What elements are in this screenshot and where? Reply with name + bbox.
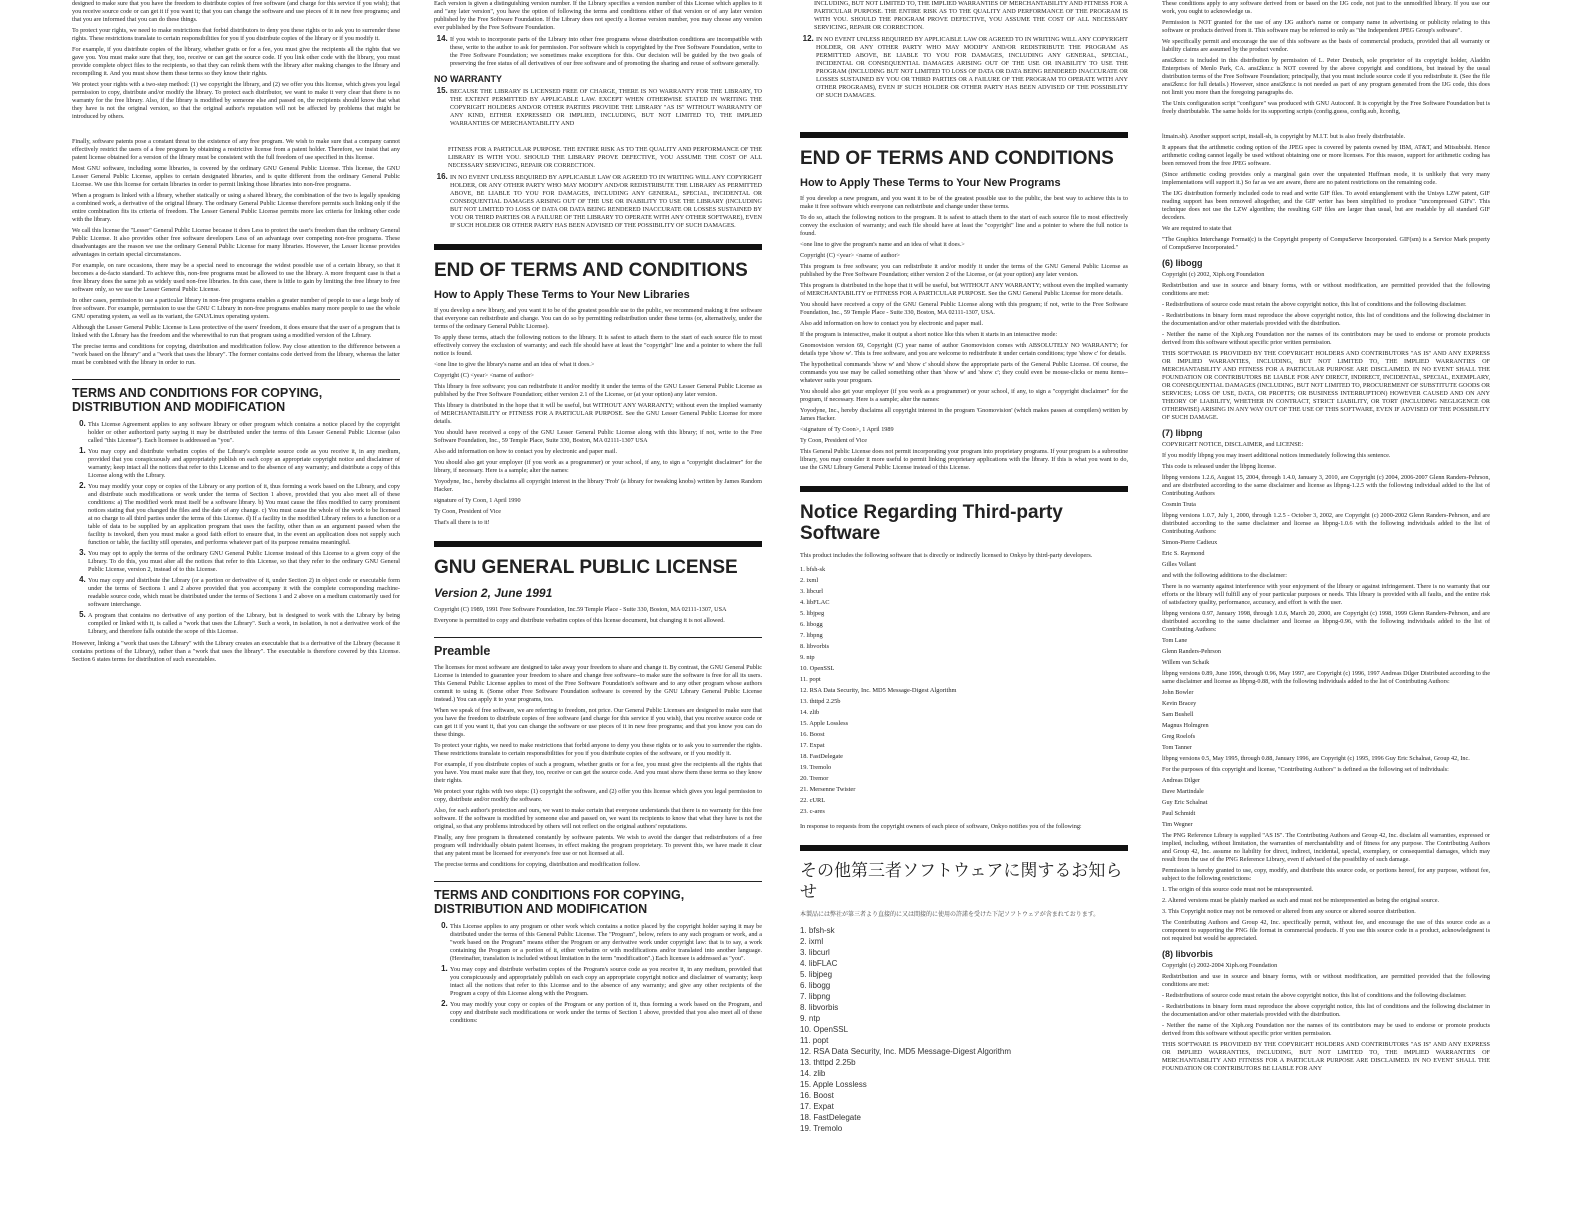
paragraph: Tom Lane: [1162, 637, 1188, 644]
paragraph: We protect your rights with two steps: (1) copyright the software, and (2) offer you this license which gives you legal permission to copy, distribute and/or modify the software.: [434, 788, 762, 803]
gpl-version: Version 2, June 1991: [434, 586, 553, 600]
paragraph: You should also get your employer (if you work as a programmer) or your school, if any, to sign a "copyright disclaimer" for the library, if necessary. Here is a sample; alter the names:: [434, 459, 762, 474]
spacer: [800, 104, 1128, 118]
paragraph: - Redistributions in binary form must reproduce the above copyright notice, this list of conditions and the following disclaimer in the documentation and/or other materials provided with the distribution.: [1162, 312, 1490, 327]
spacer: [72, 124, 400, 138]
paragraph: To do so, attach the following notices to the program. It is safest to attach them to the start of each source file to most effectively convey the exclusion of warranty; and each file should have at least the "copyright" line and a pointer to where the full notice is found.: [800, 214, 1128, 237]
paragraph: To protect your rights, we need to make restrictions that forbid anyone to deny you these rights or to ask you to surrender the rights. These restrictions translate to certain responsibilities for you if you distribute copies of the software, or if you modify it.: [434, 742, 762, 757]
software-item: 6. libogg: [800, 981, 831, 990]
paragraph: Tim Wegner: [1162, 821, 1193, 828]
paragraph: ansi2knr.c is included in this distribution by permission of L. Peter Deutsch, sole proprietor of its copyright holder, Aladdin Enterprises of Menlo Park, CA. ansi2knr.c is NOT covered by the above copyright and conditions, but instead by the usual distribution terms of the Free Software Foundation; principally, that you must include source code if you redistribute it. (See the file ansi2knr.c for full details.) However, since ansi2knr.c is not needed as part of any program generated from the IJG code, this does not limit you more than the foregoing paragraphs do.: [1162, 57, 1490, 96]
paragraph: THIS SOFTWARE IS PROVIDED BY THE COPYRIGHT HOLDERS AND CONTRIBUTORS "AS IS" AND ANY EXPRESS OR IMPLIED WARRANTIES, INCLUDING, BUT NOT LIMITED TO, THE IMPLIED WARRANTIES OF MERCHANTABILITY AND FITNESS FOR A PARTICULAR PURPOSE ARE DISCLAIMED. IN NO EVENT SHALL THE FOUNDATION OR CONTRIBUTORS BE LIABLE FOR ANY DIRECT, INDIRECT, INCIDENTAL, SPECIAL, EXEMPLARY, OR CONSEQUENTIAL DAMAGES (INCLUDING, BUT NOT LIMITED TO, PROCUREMENT OF SUBSTITUTE GOODS OR SERVICES; LOSS OF USE, DATA, OR PROFITS; OR BUSINESS INTERRUPTION) HOWEVER CAUSED AND ON ANY THEORY OF LIABILITY, WHETHER IN CONTRACT, STRICT LIABILITY, OR TORT (INCLUDING NEGLIGENCE OR OTHERWISE) ARISING IN ANY WAY OUT OF THE USE OF THIS SOFTWARE, EVEN IF ADVISED OF THE POSSIBILITY OF SUCH DAMAGE.: [1162, 350, 1490, 421]
paragraph: - Redistributions in binary form must reproduce the above copyright notice, this list of conditions and the following disclaimer in the documentation and/or other materials provided with the distribution.: [1162, 1003, 1490, 1018]
paragraph: You should have received a copy of the GNU General Public License along with this program; if not, write to the Free Software Foundation, Inc., 59 Temple Place - Suite 330, Boston, MA 02111-1307, USA.: [800, 301, 1128, 316]
paragraph: The precise terms and conditions for copying, distribution and modification follow.: [434, 861, 641, 868]
paragraph: - Neither the name of the Xiph.org Foundation nor the names of its contributors may be used to endorse or promote products derived from this software without specific prior written permission.: [1162, 331, 1490, 346]
software-item: 17. Expat: [800, 1102, 834, 1111]
term-item: 0. This License applies to any program or other work which contains a notice placed by the copyright holder saying it may be distributed under the terms of this General Public License. The "Program", below, refers to any such program or work, and a "work based on the Program" means either the Program or any derivative work under copyright law: that is to say, a work containing the Program or a portion of it, either verbatim or with modifications and/or translated into another language. (Hereinafter, translation is included without limitation in the term "modification".) Each licensee is addressed as "you".: [450, 922, 762, 963]
software-item: 5. libjpeg: [800, 610, 825, 617]
software-item: 4. libFLAC: [800, 599, 830, 606]
paragraph: Also add information on how to contact you by electronic and paper mail.: [434, 448, 617, 455]
apply-programs-text: [800, 195, 1128, 472]
term-item: 2. You may modify your copy or copies of the Program or any portion of it, thus forming a work based on the Program, and copy and distribute such modifications or work under the terms of Section 1 above, provided that you also meet all of these conditions:: [450, 1000, 762, 1025]
term-item: 5. A program that contains no derivative of any portion of the Library, but is designed to work with the Library by being compiled or linked with it, is called a "work that uses the Library". Such a work, in isolation, is not a derivative work of the Library, and therefore falls outside the scope of this License.: [88, 611, 400, 636]
term-item: 3. You may opt to apply the terms of the ordinary GNU General Public License instead of this License to a given copy of the Library. To do this, you must alter all the notices that refer to this License, so that they refer to the ordinary GNU General Public License, version 2, instead of to this License.: [88, 549, 400, 574]
apply-libraries-text: [434, 307, 762, 527]
preamble-heading: Preamble: [434, 637, 762, 658]
paragraph: Sam Bushell: [1162, 711, 1194, 718]
software-item: 6. libogg: [800, 621, 823, 628]
paragraph: Copyright (C) <year> <name of author>: [434, 372, 535, 379]
paragraph: For example, on rare occasions, there may be a special need to encourage the widest possible use of a certain library, so that it becomes a de-facto standard. To achieve this, non-free programs must be allowed to use the library. A more frequent case is that a free library does the same job as widely used non-free libraries. In this case, there is little to gain by limiting the free library to free software only, so we use the Lesser General Public License.: [72, 262, 400, 293]
paragraph: Eric S. Raymond: [1162, 550, 1205, 557]
paragraph: You should have received a copy of the GNU Lesser General Public License along with this library; if not, write to the Free Software Foundation, Inc., 59 Temple Place, Suite 330, Boston, MA 02111-1307 USA: [434, 429, 762, 444]
gpl-terms-list: [434, 922, 762, 1025]
paragraph: Tom Tanner: [1162, 744, 1192, 751]
col3-top: INCLUDING, BUT NOT LIMITED TO, THE IMPLIED WARRANTIES OF MERCHANTABILITY AND FITNESS FOR A PARTICULAR PURPOSE. THE ENTIRE RISK AS TO THE QUALITY AND PERFORMANCE OF THE PROGRAM IS WITH YOU. SHOULD THE PROGRAM PROVE DEFECTIVE, YOU ASSUME THE COST OF ALL NECESSARY SERVICING, REPAIR OR CORRECTION.: [814, 0, 1128, 31]
paragraph: Andreas Dilger: [1162, 777, 1200, 784]
paragraph: This program is free software; you can redistribute it and/or modify it under the terms of the GNU General Public License as published by the Free Software Foundation; either version 2 of the License, or (at your option) any later version.: [800, 263, 1128, 278]
software-item: 15. Apple Lossless: [800, 720, 849, 727]
term-item: 1. You may copy and distribute verbatim copies of the Library's complete source code as you receive it, in any medium, provided that you conspicuously and appropriately publish on each copy an appropriate copyright notice and disclaimer of warranty; keep intact all the notices that refer to this License and to the absence of any warranty; and distribute a copy of this License along with the Library.: [88, 447, 400, 480]
paragraph: and with the following additions to the disclaimer:: [1162, 572, 1287, 579]
term-item: 1. You may copy and distribute verbatim copies of the Program's source code as you receive it, in any medium, provided that you conspicuously and appropriately publish on each copy an appropriate copyright notice and disclaimer of warranty; keep intact all the notices that refer to this License and to the absence of any warranty; and give any other recipients of the Program a copy of this License along with the Program.: [450, 965, 762, 998]
item-14-list: [434, 35, 762, 68]
paragraph: This library is free software; you can redistribute it and/or modify it under the terms of the GNU Lesser General Public License as published by the Free Software Foundation; either version 2.1 of the License, or (at your option) any later version.: [434, 383, 762, 398]
software-item: 2. ixml: [800, 937, 824, 946]
paragraph: - Neither the name of the Xiph.org Foundation nor the names of its contributors may be used to endorse or promote products derived from this software without specific prior written permission.: [1162, 1022, 1490, 1037]
jp-software-list: [800, 925, 1128, 1134]
paragraph: For example, if you distribute copies of such a program, whether gratis or for a fee, you must give the recipients all the rights that you have. You must make sure that they, too, receive or can get the source code. And you must show them these terms so they know their rights.: [434, 761, 762, 784]
paragraph: Redistribution and use in source and binary forms, with or without modification, are permitted provided that the following conditions are met:: [1162, 282, 1490, 297]
software-item: 8. libvorbis: [800, 1003, 839, 1012]
paragraph: Cosmin Truta: [1162, 501, 1196, 508]
term-item: 0. This License Agreement applies to any software library or other program which contains a notice placed by the copyright holder or other authorized party saying it may be distributed under the terms of this Lesser General Public License (also called "this License"). Each licensee is addressed as "you".: [88, 420, 400, 445]
item-14: 14. If you wish to incorporate parts of the Library into other free programs whose distribution conditions are incompatible with these, write to the author to ask for permission. For software which is copyrighted by the Free Software Foundation, write to the Free Software Foundation; we sometimes make exceptions for this. Our decision will be guided by the two goals of preserving the free status of all derivatives of our free software and of promoting the sharing and reuse of software generally.: [450, 35, 762, 68]
paragraph: <one line to give the library's name and an idea of what it does.>: [434, 361, 595, 368]
item-16: 16. IN NO EVENT UNLESS REQUIRED BY APPLICABLE LAW OR AGREED TO IN WRITING WILL ANY COPYRIGHT HOLDER, OR ANY OTHER PARTY WHO MAY MODIFY AND/OR REDISTRIBUTE THE LIBRARY AS PERMITTED ABOVE, BE LIABLE TO YOU FOR DAMAGES, INCLUDING ANY GENERAL, SPECIAL, INCIDENTAL OR CONSEQUENTIAL DAMAGES ARISING OUT OF THE USE OR INABILITY TO USE THE LIBRARY (INCLUDING BUT NOT LIMITED TO LOSS OF DATA OR DATA BEING RENDERED INACCURATE OR LOSSES SUSTAINED BY YOU OR THIRD PARTIES OR A FAILURE OF THE LIBRARY TO OPERATE WITH ANY OTHER SOFTWARE), EVEN IF SUCH HOLDER OR OTHER PARTY HAS BEEN ADVISED OF THE POSSIBILITY OF SUCH DAMAGES.: [450, 173, 762, 230]
paragraph: We call this license the "Lesser" General Public License because it does Less to protect the user's freedom than the ordinary General Public License. It also provides other free software developers Less of an advantage over competing non-free programs. These disadvantages are the reason we use the ordinary General Public License for many libraries. However, the Lesser license provides advantages in certain special circumstances.: [72, 227, 400, 258]
paragraph: This General Public License does not permit incorporating your program into proprietary programs. If your program is a subroutine library, you may consider it more useful to permit linking proprietary applications with the library. If this is what you want to do, use the GNU Library General Public License instead of this License.: [800, 448, 1128, 471]
paragraph: Gnomovision version 69, Copyright (C) year name of author Gnomovision comes with ABSOLUTELY NO WARRANTY; for details type 'show w'. This is free software, and you are welcome to redistribute it under certain conditions; type 'show c' for details.: [800, 342, 1128, 357]
paragraph: We are required to state that: [1162, 225, 1232, 232]
paragraph: It appears that the arithmetic coding option of the JPEG spec is covered by patents owned by IBM, AT&T, and Mitsubishi. Hence arithmetic coding cannot legally be used without obtaining one or more licenses. For this reason, support for arithmetic coding has been removed from the free JPEG software.: [1162, 144, 1490, 167]
apply-programs-heading: How to Apply These Terms to Your New Programs: [800, 177, 1061, 189]
paragraph: You should also get your employer (if you work as a programmer) or your school, if any, to sign a "copyright disclaimer" for the program, if necessary. Here is a sample; alter the names:: [800, 388, 1128, 403]
gpl-end-heading: END OF TERMS AND CONDITIONS: [800, 132, 1128, 169]
col4-mid: [1162, 133, 1490, 252]
paragraph: 1. The origin of this source code must not be misrepresented.: [1162, 886, 1314, 893]
paragraph: Copyright (c) 2002-2004 Xiph.org Foundation: [1162, 962, 1278, 969]
paragraph: We specifically permit and encourage the use of this software as the basis of commercial products, provided that all warranty or liability claims are assumed by the product vendor.: [1162, 38, 1490, 53]
col2-top: [434, 0, 762, 32]
software-item: 13. thttpd 2.25b: [800, 698, 841, 705]
software-item: 10. OpenSSL: [800, 1025, 849, 1034]
software-item: 15. Apple Lossless: [800, 1080, 867, 1089]
col1-intro: [72, 0, 400, 121]
software-item: 7. libpng: [800, 992, 831, 1001]
software-item: 22. cURL: [800, 797, 826, 804]
jp-notice-intro: 本製品には弊社が第三者より直接的に又は間接的に使用の許諾を受けた下記ソフトウェアが含まれております。: [800, 911, 1100, 918]
gpl-copyright: [434, 606, 762, 625]
paragraph: Gilles Vollant: [1162, 561, 1196, 568]
no-warranty-heading: NO WARRANTY: [434, 74, 502, 84]
item-15: 15. BECAUSE THE LIBRARY IS LICENSED FREE OF CHARGE, THERE IS NO WARRANTY FOR THE LIBRARY, TO THE EXTENT PERMITTED BY APPLICABLE LAW. EXCEPT WHEN OTHERWISE STATED IN WRITING THE COPYRIGHT HOLDERS AND/OR OTHER PARTIES PROVIDE THE LIBRARY "AS IS" WITHOUT WARRANTY OF ANY KIND, EITHER EXPRESSED OR IMPLIED, INCLUDING, BUT NOT LIMITED TO, THE IMPLIED WARRANTIES OF MERCHANTABILITY AND: [450, 87, 762, 128]
paragraph: These conditions apply to any software derived from or based on the IJG code, not just to the unmodified library. If you use our work, you ought to acknowledge us.: [1162, 0, 1490, 15]
software-item: 14. zlib: [800, 1069, 826, 1078]
paragraph: This library is distributed in the hope that it will be useful, but WITHOUT ANY WARRANTY; without even the implied warranty of MERCHANTABILITY or FITNESS FOR A PARTICULAR PURPOSE. See the GNU Lesser General Public License for more details.: [434, 402, 762, 425]
libpng-heading: (7) libpng: [1162, 428, 1203, 438]
term-item: 2. You may modify your copy or copies of the Library or any portion of it, thus forming a work based on the Library, and copy and distribute such modifications or work under the terms of Section 1 above, provided that you also meet all of these conditions: a) The modified work must itself be a software library. b) You must cause the files modified to carry prominent notices stating that you changed the files and the date of any change. c) You must cause the whole of the work to be licensed at no charge to all third parties under the terms of this License. d) If a facility in the modified Library refers to a function or a table of data to be supplied by an application program that uses the facility, other than as an argument passed when the facility is invoked, then you must make a good faith effort to ensure that, in the event an application does not supply such function or table, the facility still operates, and performs whatever part of its purpose remains meaningful.: [88, 482, 400, 547]
item-16-list: [434, 173, 762, 230]
software-item: 11. popt: [800, 676, 821, 683]
paragraph: Each version is given a distinguishing version number. If the Library specifies a version number of this License which applies to it and "any later version", you have the option of following the terms and conditions either of that version or of any later version published by the Free Software Foundation. If the Library does not specify a license version number, you may choose any version ever published by the Free Software Foundation.: [434, 0, 762, 31]
software-item: 19. Tremolo: [800, 1124, 843, 1133]
paragraph: The hypothetical commands 'show w' and 'show c' should show the appropriate parts of the General Public License. Of course, the commands you use may be called something other than 'show w' and 'show c'; they could even be mouse-clicks or menu items--whatever suits your program.: [800, 361, 1128, 384]
paragraph: signature of Ty Coon, 1 April 1990: [434, 497, 521, 504]
software-item: 20. Tremor: [800, 775, 829, 782]
software-item: 3. libcurl: [800, 948, 830, 957]
paragraph: COPYRIGHT NOTICE, DISCLAIMER, and LICENSE:: [1162, 441, 1304, 448]
paragraph: Finally, software patents pose a constant threat to the existence of any free program. We wish to make sure that a company cannot effectively restrict the users of a free program by obtaining a restrictive license from a patent holder. Therefore, we insist that any patent license obtained for a version of the library must be consistent with the full freedom of use specified in this license.: [72, 138, 400, 161]
paragraph: designed to make sure that you have the freedom to distribute copies of free software (and charge for this service if you wish); that you receive source code or can get it if you want it; that you can change the software and use pieces of it in new free programs; and that you are informed that you can do these things.: [72, 0, 400, 23]
libogg-text: [1162, 271, 1490, 422]
software-item: 8. libvorbis: [800, 643, 830, 650]
paragraph: Copyright (c) 2002, Xiph.org Foundation: [1162, 271, 1265, 278]
paragraph: That's all there is to it!: [434, 519, 490, 526]
lgpl-terms-list: [72, 420, 400, 636]
paragraph: Also, for each author's protection and ours, we want to make certain that everyone understands that there is no warranty for this free software. If the software is modified by someone else and passed on, we want its recipients to know that what they have is not the original, so that any problems introduced by others will not reflect on the original authors' reputations.: [434, 807, 762, 830]
software-item: 16. Boost: [800, 1091, 834, 1100]
paragraph: If you develop a new program, and you want it to be of the greatest possible use to the public, the best way to achieve this is to make it free software which everyone can redistribute and change under these terms.: [800, 195, 1128, 210]
col1-outro: However, linking a "work that uses the Library" with the Library creates an executable that is a derivative of the Library (because it contains portions of the Library), rather than a "work that uses the library". The executable is therefore covered by this License. Section 6 states terms for distribution of such executables.: [72, 640, 400, 663]
software-item: 2. ixml: [800, 577, 819, 584]
software-list: [800, 564, 1128, 817]
paragraph: The licenses for most software are designed to take away your freedom to share and change it. By contrast, the GNU General Public License is intended to guarantee your freedom to share and change free software--to make sure the software is free for all its users. This General Public License applies to most of the Free Software Foundation's software and to any other program whose authors commit to using it. (Some other Free Software Foundation software is covered by the GNU Library General Public License instead.) You can apply it to your programs, too.: [434, 664, 762, 703]
gpl-heading: GNU GENERAL PUBLIC LICENSE: [434, 541, 762, 578]
col4-top: [1162, 0, 1490, 116]
paragraph: <one line to give the program's name and an idea of what it does.>: [800, 241, 965, 248]
paragraph: libpng versions 0.5, May 1995, through 0.88, January 1996, are Copyright (c) 1995, 1996 Guy Eric Schalnat, Group 42, Inc.: [1162, 755, 1470, 762]
paragraph: When we speak of free software, we are referring to freedom, not price. Our General Public Licenses are designed to make sure that you have the freedom to distribute copies of free software (and charge for this service if you wish), that you receive source code or can get it if you want it, that you can change the software or use pieces of it in new free programs; and that you know you can do these things.: [434, 707, 762, 738]
paragraph: Greg Roelofs: [1162, 733, 1196, 740]
paragraph: Finally, any free program is threatened constantly by software patents. We wish to avoid the danger that redistributors of a free program will individually obtain patent licenses, in effect making the program proprietary. To prevent this, we have made it clear that any patent must be licensed for everyone's free use or not licensed at all.: [434, 834, 762, 857]
paragraph: Ty Coon, President of Vice: [800, 437, 867, 444]
preamble-text: [434, 664, 762, 869]
item-12: 12. IN NO EVENT UNLESS REQUIRED BY APPLICABLE LAW OR AGREED TO IN WRITING WILL ANY COPYRIGHT HOLDER, OR ANY OTHER PARTY WHO MAY MODIFY AND/OR REDISTRIBUTE THE PROGRAM AS PERMITTED ABOVE, BE LIABLE TO YOU FOR DAMAGES, INCLUDING ANY GENERAL, SPECIAL, INCIDENTAL OR CONSEQUENTIAL DAMAGES ARISING OUT OF THE USE OR INABILITY TO USE THE PROGRAM (INCLUDING BUT NOT LIMITED TO LOSS OF DATA OR DATA BEING RENDERED INACCURATE OR LOSSES SUSTAINED BY YOU OR THIRD PARTIES OR A FAILURE OF THE PROGRAM TO OPERATE WITH ANY OTHER PROGRAMS), EVEN IF SUCH HOLDER OR OTHER PARTY HAS BEEN ADVISED OF THE POSSIBILITY OF SUCH DAMAGES.: [816, 35, 1128, 100]
paragraph: To apply these terms, attach the following notices to the library. It is safest to attach them to the start of each source file to most effectively convey the exclusion of warranty; and each file should have at least the "copyright" line and a pointer to where the full notice is found.: [434, 334, 762, 357]
paragraph: This program is distributed in the hope that it will be useful, but WITHOUT ANY WARRANTY; without even the implied warranty of MERCHANTABILITY or FITNESS FOR A PARTICULAR PURPOSE. See the GNU General Public License for more details.: [800, 282, 1128, 297]
software-item: 1. bfsh-sk: [800, 926, 835, 935]
column-1: [72, 0, 400, 1224]
paragraph: "The Graphics Interchange Format(c) is the Copyright property of CompuServe Incorporated. GIF(sm) is a Service Mark property of CompuServe Incorporated.": [1162, 236, 1490, 251]
software-item: 9. ntp: [800, 1014, 821, 1023]
paragraph: If you develop a new library, and you want it to be of the greatest possible use to the public, we recommend making it free software that everyone can redistribute and change. You can do so by permitting redistribution under these terms (or, alternatively, under the terms of the ordinary General Public License).: [434, 307, 762, 330]
item-15-list: [434, 87, 762, 128]
paragraph: Permission is hereby granted to use, copy, modify, and distribute this source code, or portions hereof, for any purpose, without fee, subject to the following restrictions:: [1162, 867, 1490, 882]
software-item: 7. libpng: [800, 632, 823, 639]
paragraph: For the purposes of this copyright and license, "Contributing Authors" is defined as the following set of individuals:: [1162, 766, 1449, 773]
paragraph: libpng versions 1.2.6, August 15, 2004, through 1.4.0, January 3, 2010, are Copyright (c) 2004, 2006-2007 Glenn Randers-Pehrson, and are distributed according to the same disclaimer and license as libpng-1.2.5 with the following individual added to the list of Contributing Authors: [1162, 474, 1490, 497]
libvorbis-heading: (8) libvorbis: [1162, 949, 1214, 959]
term-item: 4. You may copy and distribute the Library (or a portion or derivative of it, under Section 2) in object code or executable form under the terms of Sections 1 and 2 above provided that you accompany it with the complete corresponding machine-readable source code, which must be distributed under the terms of Sections 1 and 2 above on a medium customarily used for software interchange.: [88, 576, 400, 609]
software-item: 14. zlib: [800, 709, 820, 716]
libogg-heading: (6) libogg: [1162, 258, 1203, 268]
software-item: 18. FastDelegate: [800, 1113, 861, 1122]
column-3: [800, 0, 1128, 1224]
paragraph: The precise terms and conditions for copying, distribution and modification follow. Pay close attention to the difference between a "work based on the library" and a "work that uses the library". The former contains code derived from the library, whereas the latter must be combined with the library in order to run.: [72, 343, 400, 366]
software-item: 21. Mersenne Twister: [800, 786, 856, 793]
paragraph: Glenn Randers-Pehrson: [1162, 648, 1221, 655]
paragraph: For example, if you distribute copies of the library, whether gratis or for a fee, you must give the recipients all the rights that we gave you. You must make sure that they, too, receive or can get the source code. If you link other code with the library, you must provide complete object files to the recipients, so that they can relink them with the library after making changes to the library and recompiling it. And you must show them these terms so they know their rights.: [72, 46, 400, 77]
item-15-cont: FITNESS FOR A PARTICULAR PURPOSE. THE ENTIRE RISK AS TO THE QUALITY AND PERFORMANCE OF THE LIBRARY IS WITH YOU. SHOULD THE LIBRARY PROVE DEFECTIVE, YOU ASSUME THE COST OF ALL NECESSARY SERVICING, REPAIR OR CORRECTION.: [448, 146, 762, 169]
paragraph: When a program is linked with a library, whether statically or using a shared library, the combination of the two is legally speaking a combined work, a derivative of the original library. The ordinary General Public License therefore permits such linking only if the entire combination fits its criteria of freedom. The Lesser General Public License permits more lax criteria for linking other code with the library.: [72, 192, 400, 223]
paragraph: Willem van Schaik: [1162, 659, 1210, 666]
paragraph: 2. Altered versions must be plainly marked as such and must not be misrepresented as being the original source.: [1162, 897, 1439, 904]
paragraph: To protect your rights, we need to make restrictions that forbid distributors to deny you these rights or to ask you to surrender these rights. These restrictions translate to certain responsibilities for you if you distribute copies of the library or if you modify it.: [72, 27, 400, 42]
lgpl-terms-heading: TERMS AND CONDITIONS FOR COPYING, DISTRIBUTION AND MODIFICATION: [72, 379, 400, 414]
software-item: 1. bfsh-sk: [800, 566, 826, 573]
paragraph: Also add information on how to contact you by electronic and paper mail.: [800, 320, 983, 327]
notice-outro: In response to requests from the copyright owners of each piece of software, Onkyo notifies you of the following:: [800, 823, 1082, 830]
paragraph: (Since arithmetic coding provides only a marginal gain over the unpatented Huffman mode, it is unlikely that very many implementations will support it.) So far as we are aware, there are no patent restrictions on the remaining code.: [1162, 171, 1490, 186]
gpl-terms-heading: TERMS AND CONDITIONS FOR COPYING, DISTRIBUTION AND MODIFICATION: [434, 881, 762, 916]
col1-intro2: [72, 138, 400, 367]
paragraph: This code is released under the libpng license.: [1162, 463, 1277, 470]
software-item: 9. ntp: [800, 654, 815, 661]
software-item: 23. c-ares: [800, 808, 825, 815]
paragraph: libpng versions 0.89, June 1996, through 0.96, May 1997, are Copyright (c) 1996, 1997 Andreas Dilger Distributed according to the same disclaimer and license as libpng-0.88, with the following individuals added to the list of Contributing Authors:: [1162, 670, 1490, 685]
column-4: [1162, 0, 1490, 1224]
column-2: [434, 0, 762, 1224]
paragraph: libpng versions 1.0.7, July 1, 2000, through 1.2.5 - October 3, 2002, are Copyright (c) 2000-2002 Glenn Randers-Pehrson, and are distributed according to the same disclaimer and license as libpng-1.0.6 with the following individuals added to the list of Contributing Authors:: [1162, 512, 1490, 535]
software-item: 5. libjpeg: [800, 970, 833, 979]
paragraph: The Contributing Authors and Group 42, Inc. specifically permit, without fee, and encourage the use of this source code as a component to supporting the PNG file format in commercial products. If you use this source code in a product, acknowledgment is not required but would be appreciated.: [1162, 919, 1490, 942]
paragraph: Simon-Pierre Cadieux: [1162, 539, 1218, 546]
paragraph: In other cases, permission to use a particular library in non-free programs enables a greater number of people to use a large body of free software. For example, permission to use the GNU C Library in non-free programs enables many more people to use the whole GNU operating system, as well as its variant, the GNU/Linux operating system.: [72, 297, 400, 320]
software-item: 3. libcurl: [800, 588, 824, 595]
item-12-list: [800, 35, 1128, 100]
apply-libraries-heading: How to Apply These Terms to Your New Libraries: [434, 289, 690, 301]
lgpl-end-heading: END OF TERMS AND CONDITIONS: [434, 244, 762, 281]
software-item: 16. Boost: [800, 731, 825, 738]
libvorbis-text: [1162, 962, 1490, 1073]
notice-intro: This product includes the following software that is directly or indirectly licensed to Onkyo by third-party developers.: [800, 552, 1093, 559]
paragraph: Although the Lesser General Public License is Less protective of the users' freedom, it does ensure that the user of a program that is linked with the Library has the freedom and the wherewithal to run that program using a modified version of the Library.: [72, 324, 400, 339]
paragraph: Dave Martindale: [1162, 788, 1204, 795]
software-item: 10. OpenSSL: [800, 665, 835, 672]
paragraph: Yoyodyne, Inc., hereby disclaims all copyright interest in the program 'Gnomovision' (which makes passes at compilers) written by James Hacker.: [800, 407, 1128, 422]
paragraph: If you modify libpng you may insert additional notices immediately following this sentence.: [1162, 452, 1391, 459]
paragraph: If the program is interactive, make it output a short notice like this when it starts in an interactive mode:: [800, 331, 1058, 338]
paragraph: The PNG Reference Library is supplied "AS IS". The Contributing Authors and Group 42, Inc. disclaim all warranties, expressed or implied, including, without limitation, the warranties of merchantability and of fitness for any purpose. The Contributing Authors and Group 42, Inc. assume no liability for direct, indirect, incidental, special, exemplary, or consequential damages, which may result from the use of the PNG Reference Library, even if advised of the possibility of such damage.: [1162, 832, 1490, 863]
paragraph: Ty Coon, President of Vice: [434, 508, 501, 515]
paragraph: Copyright (C) <year> <name of author>: [800, 252, 901, 259]
paragraph: 3. This Copyright notice may not be removed or altered from any source or altered source distribution.: [1162, 908, 1416, 915]
paragraph: Permission is NOT granted for the use of any IJG author's name or company name in advertising or publicity relating to this software or products derived from it. This software may be referred to only as "the Independent JPEG Group's software".: [1162, 19, 1490, 34]
software-item: 12. RSA Data Security, Inc. MD5 Message-Digest Algorithm: [800, 687, 957, 694]
spacer: [434, 132, 762, 146]
software-item: 12. RSA Data Security, Inc. MD5 Message-Digest Algorithm: [800, 1047, 1012, 1056]
paragraph: - Redistributions of source code must retain the above copyright notice, this list of conditions and the following disclaimer.: [1162, 992, 1467, 999]
paragraph: Paul Schmidt: [1162, 810, 1196, 817]
paragraph: ltmain.sh). Another support script, install-sh, is copyright by M.I.T. but is also freely distributable.: [1162, 133, 1406, 140]
paragraph: We protect your rights with a two-step method: (1) we copyright the library, and (2) we offer you this license, which gives you legal permission to copy, distribute and/or modify the library. To protect each distributor, we want to make it very clear that there is no warranty for the free library. Also, if the library is modified by someone else and passed on, the recipients should know that what they have is not the original version, so that the original author's reputation will not be affected by problems that might be introduced by others.: [72, 81, 400, 120]
paragraph: John Bowler: [1162, 689, 1194, 696]
paragraph: Magnus Holmgren: [1162, 722, 1209, 729]
software-item: 11. popt: [800, 1036, 829, 1045]
paragraph: Most GNU software, including some libraries, is covered by the ordinary GNU General Public License. This license, the GNU Lesser General Public License, applies to certain designated libraries, and is quite different from the ordinary General Public License. We use this license for certain libraries in order to permit linking those libraries into non-free programs.: [72, 165, 400, 188]
paragraph: The Unix configuration script "configure" was produced with GNU Autoconf. It is copyright by the Free Software Foundation but is freely distributable. The same holds for its supporting scripts (config.guess, config.sub, ltconfig,: [1162, 100, 1490, 115]
jp-notice-heading: その他第三者ソフトウェアに関するお知らせ: [800, 845, 1128, 903]
paragraph: Guy Eric Schalnat: [1162, 799, 1208, 806]
paragraph: - Redistributions of source code must retain the above copyright notice, this list of conditions and the following disclaimer.: [1162, 301, 1467, 308]
paragraph: There is no warranty against interference with your enjoyment of the library or against infringement. There is no warranty that our efforts or the library will fulfill any of your particular purposes or needs. This library is provided with all faults, and the entire risk of satisfactory quality, performance, accuracy, and effort is with the user.: [1162, 583, 1490, 606]
paragraph: Kevin Bracey: [1162, 700, 1197, 707]
software-item: 18. FastDelegate: [800, 753, 843, 760]
paragraph: <signature of Ty Coon>, 1 April 1989: [800, 426, 894, 433]
notice-heading: Notice Regarding Third-party Software: [800, 486, 1128, 544]
paragraph: Yoyodyne, Inc., hereby disclaims all copyright interest in the library 'Frob' (a library for tweaking knobs) written by James Random Hacker.: [434, 478, 762, 493]
paragraph: Everyone is permitted to copy and distribute verbatim copies of this license document, but changing it is not allowed.: [434, 617, 725, 624]
software-item: 4. libFLAC: [800, 959, 838, 968]
paragraph: Copyright (C) 1989, 1991 Free Software Foundation, Inc.59 Temple Place - Suite 330, Boston, MA 02111-1307, USA: [434, 606, 727, 613]
paragraph: Redistribution and use in source and binary forms, with or without modification, are permitted provided that the following conditions are met:: [1162, 973, 1490, 988]
paragraph: THIS SOFTWARE IS PROVIDED BY THE COPYRIGHT HOLDERS AND CONTRIBUTORS "AS IS" AND ANY EXPRESS OR IMPLIED WARRANTIES, INCLUDING, BUT NOT LIMITED TO, THE IMPLIED WARRANTIES OF MERCHANTABILITY AND FITNESS FOR A PARTICULAR PURPOSE ARE DISCLAIMED. IN NO EVENT SHALL THE FOUNDATION OR CONTRIBUTORS BE LIABLE FOR ANY: [1162, 1041, 1490, 1072]
software-item: 19. Tremolo: [800, 764, 832, 771]
libpng-text: [1162, 441, 1490, 943]
paragraph: libpng versions 0.97, January 1998, through 1.0.6, March 20, 2000, are Copyright (c) 1998, 1999 Glenn Randers-Pehrson, and are distributed according to the same disclaimer and license as libpng-0.96, with the following individuals added to the list of Contributing Authors:: [1162, 610, 1490, 633]
paragraph: The IJG distribution formerly included code to read and write GIF files. To avoid entanglement with the Unisys LZW patent, GIF reading support has been removed altogether, and the GIF writer has been simplified to produce "uncompressed GIFs". This technique does not use the LZW algorithm; the resulting GIF files are larger than usual, but are readable by all standard GIF decoders.: [1162, 190, 1490, 221]
software-item: 13. thttpd 2.25b: [800, 1058, 856, 1067]
spacer: [1162, 119, 1490, 133]
software-item: 17. Expat: [800, 742, 825, 749]
